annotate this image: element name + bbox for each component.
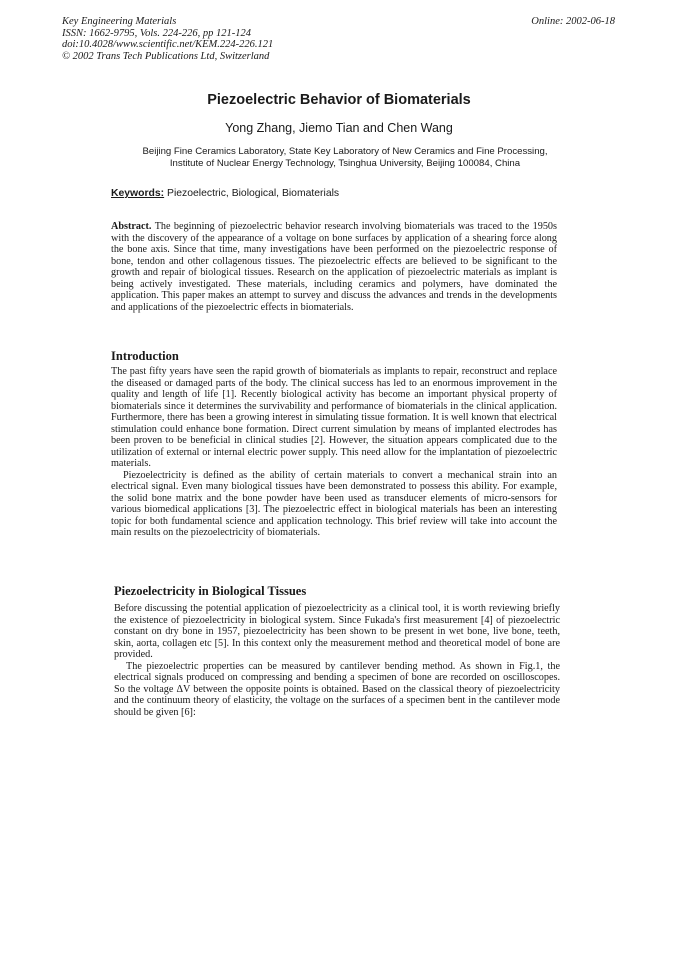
keywords-text: Piezoelectric, Biological, Biomaterials: [167, 188, 340, 199]
piezo-bio-body: [114, 603, 560, 718]
introduction-heading: Introduction: [111, 349, 179, 363]
online-date: Online: 2002-06-18: [531, 16, 615, 27]
piezo-bio-paragraph-2: The piezoelectric properties can be measured by cantilever bending method. As shown in Fig.1, the electrical signals produced on compressing and bending a specimen of bone are recorded on oscilloscopes. So the voltage ΔV between the opposite points is obtained. Based on the classical theory of piezoelectricity and the continuum theory of elasticity, the voltage on the surfaces of a specimen bent in the cantilever mode should be given [6]:: [114, 660, 560, 718]
affiliation-line-1: Beijing Fine Ceramics Laboratory, State Key Laboratory of New Ceramics and Fine Processing,: [142, 146, 548, 157]
paper-title: Piezoelectric Behavior of Biomaterials: [207, 92, 471, 108]
introduction-paragraph-1: The past fifty years have seen the rapid growth of biomaterials as implants to repair, reconstruct and replace the diseased or damaged parts of the body. The clinical success has led to an enormous improvement in the quality and length of life [1]. Recently biological activity has become an important physical property of biomaterials since it determines the survivability and performance of biomaterials in the clinical application. Furthermore, there has been a growing interest in simulating tissue formation. It is well known that electrical stimulation could enhance bone formation. Direct current simulation by means of implanted electrodes has been proven to be beneficial in clinical studies [2]. However, the situation appears complicated due to the utilization of external or internal electric power supply. This need allow for the implantation of piezoelectric materials.: [111, 366, 557, 469]
author-list: Yong Zhang, Jiemo Tian and Chen Wang: [225, 121, 453, 135]
introduction-paragraph-2: Piezoelectricity is defined as the ability of certain materials to convert a mechanical strain into an electrical signal. Even many biological tissues have been demonstrated to possess this ability. For example, the solid bone matrix and the bone powder have been used as transducer elements of micro-sensors for various biomedical applications [3]. The piezoelectric effect in biological materials has been an interesting topic for both fundamental science and application technology. This brief review will take into account the main results on the piezoelectricity of biomaterials.: [111, 469, 557, 538]
piezo-bio-paragraph-1: Before discussing the potential application of piezoelectricity as a clinical tool, it is worth reviewing briefly the existence of piezoelectricity in biological system. Since Fukada's first measurement [4] of piezoelectric constant on dry bone in 1957, piezoelectricity has been shown to be present in wet bone, live bone, teeth, skin, aorta, collagen etc [5]. In this context only the measurement method and theoretical model of bone are provided.: [114, 603, 560, 660]
journal-name: Key Engineering Materials: [62, 16, 177, 27]
abstract-text: The beginning of piezoelectric behavior research involving biomaterials was traced to the 1950s with the discovery of the appearance of a voltage on bone surfaces by application of a shearing force along the bone axis. Since that time, many investigations have been performed on the piezoelectric response of bone, tendon and other collagenous tissues. The piezoelectric effects are believed to be significant to the growth and repair of biological tissues. Research on the application of piezoelectric materials as implant is being actively investigated. These materials, including ceramics and polymers, have dominated the application. This paper makes an attempt to survey and discuss the advances and trends in the developments and applications of the piezoelectric effects in biomaterials.: [111, 221, 557, 313]
abstract: [111, 221, 557, 313]
doi-line: doi:10.4028/www.scientific.net/KEM.224-226.121: [62, 39, 274, 50]
introduction-body: [111, 366, 557, 539]
issn-line: ISSN: 1662-9795, Vols. 224-226, pp 121-124: [62, 27, 251, 39]
publication-info: [62, 16, 273, 62]
piezo-bio-heading: Piezoelectricity in Biological Tissues: [114, 584, 307, 598]
copyright-line: © 2002 Trans Tech Publications Ltd, Switzerland: [62, 50, 270, 62]
keywords-label: Keywords:: [111, 188, 165, 199]
keywords: [111, 188, 339, 199]
affiliation: [100, 146, 590, 170]
abstract-label: Abstract.: [111, 221, 152, 232]
affiliation-line-2: Institute of Nuclear Energy Technology, Tsinghua University, Beijing 100084, China: [169, 158, 521, 169]
